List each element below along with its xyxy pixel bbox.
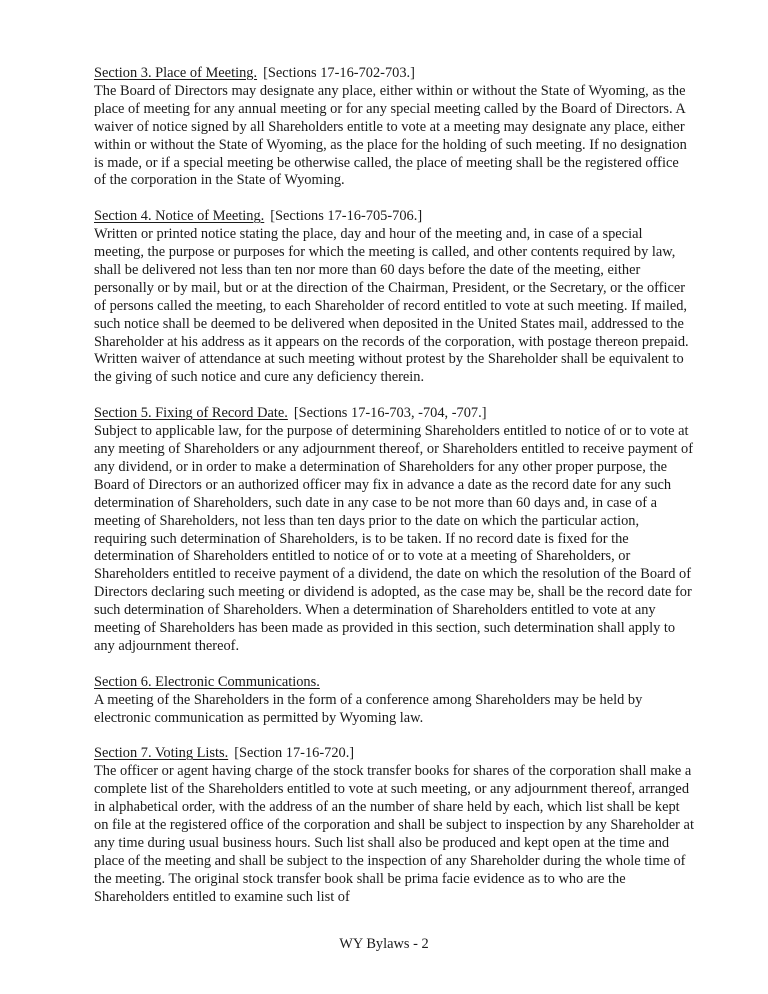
section-title: Section 4. Notice of Meeting.: [94, 208, 265, 225]
section-title: Section 5. Fixing of Record Date.: [94, 405, 288, 422]
section-title: Section 3. Place of Meeting.: [94, 65, 258, 81]
section-body: Written or printed notice stating the place, day and hour of the meeting and, in case of a special meeting, the purpose or purposes for which the meeting is called, and other contents required by law, shall be delivered not less than ten nor more than 60 days before the date of the meeting, either personally or by mail, but or at the direction of the Chairman, President, or the Secretary, or the officer of persons called the meeting, to each Shareholder of record entitled to vote at such meeting. If mailed, such notice shall be deemed to be delivered when deposited in the United States mail, addressed to the Shareholder at his address as it appears on the records of the corporation, with postage thereon prepaid. Written waiver of attendance at such meeting without protest by the Shareholder shall be equivalent to the giving of such notice and cure any deficiency therein.: [94, 226, 689, 386]
section-body: A meeting of the Shareholders in the form of a conference among Shareholders may be held by electronic communication as permitted by Wyoming law.: [94, 691, 643, 726]
section-reference: [Sections 17-16-705-706.]: [270, 208, 423, 225]
section-notice-of-meeting: [94, 208, 694, 387]
section-place-of-meeting: [94, 65, 694, 190]
section-body: Subject to applicable law, for the purpose of determining Shareholders entitled to notice of or to vote at any meeting of Shareholders or any adjournment thereof, or Shareholders entitled to receive payment of any dividend, or in order to make a determination of Shareholders for any other proper purpose, the Board of Directors or an authorized officer may fix in advance a date as the record date for any such determination of Shareholders, such date in any case to be not more than 60 days and, in case of a meeting of Shareholders, not less than ten days prior to the date on which the particular action, requiring such determination of Shareholders, is to be taken. If no record date is fixed for the determination of Shareholders entitled to notice of or to vote at a meeting of Shareholders, or Shareholders entitled to receive payment of a dividend, the date on which the resolution of the Board of Directors declaring such meeting or dividend is adopted, as the case may be, shall be the record date for such determination of Shareholders. When a determination of Shareholders entitled to vote at any meeting of Shareholders has been made as provided in this section, such determination shall apply to any adjournment thereof.: [94, 423, 694, 654]
section-fixing-of-record-date: [94, 405, 694, 656]
section-reference: [Sections 17-16-702-703.]: [263, 65, 415, 81]
section-body: The Board of Directors may designate any place, either within or without the State of Wyoming, as the place of meeting for any annual meeting or for any special meeting called by the Board of Directors. A waiver of notice signed by all Shareholders entitle to vote at a meeting may designate any place, either within or without the State of Wyoming, as the place for the holding of such meeting. If no designation is made, or if a special meeting be otherwise called, the place of meeting shall be the registered office of the corporation in the State of Wyoming.: [94, 82, 687, 189]
section-title: Section 6. Electronic Communications.: [94, 673, 320, 690]
section-reference: [Section 17-16-720.]: [234, 745, 355, 762]
section-electronic-communications: [94, 674, 694, 728]
section-body: The officer or agent having charge of the stock transfer books for shares of the corporation shall make a complete list of the Shareholders entitled to vote at such meeting, or any adjournment thereof, arranged in alphabetical order, with the address of an the number of share held by each, which list shall be kept on file at the registered office of the corporation and shall be subject to inspection by any Shareholder at any time during usual business hours. Such list shall also be produced and kept open at the time and place of the meeting and shall be subject to the inspection of any Shareholder during the whole time of the meeting. The original stock transfer book shall be prima facie evidence as to who are the Shareholders entitled to examine such list of: [94, 763, 694, 905]
section-heading: [94, 405, 694, 423]
section-heading: [94, 65, 694, 83]
section-heading: [94, 745, 694, 763]
page-footer: WY Bylaws - 2: [339, 936, 429, 952]
section-voting-lists: [94, 745, 694, 906]
section-heading: [94, 674, 694, 692]
section-title: Section 7. Voting Lists.: [94, 745, 229, 762]
document-body: [94, 65, 694, 924]
section-reference: [Sections 17-16-703, -704, -707.]: [293, 405, 487, 422]
section-heading: [94, 208, 694, 226]
